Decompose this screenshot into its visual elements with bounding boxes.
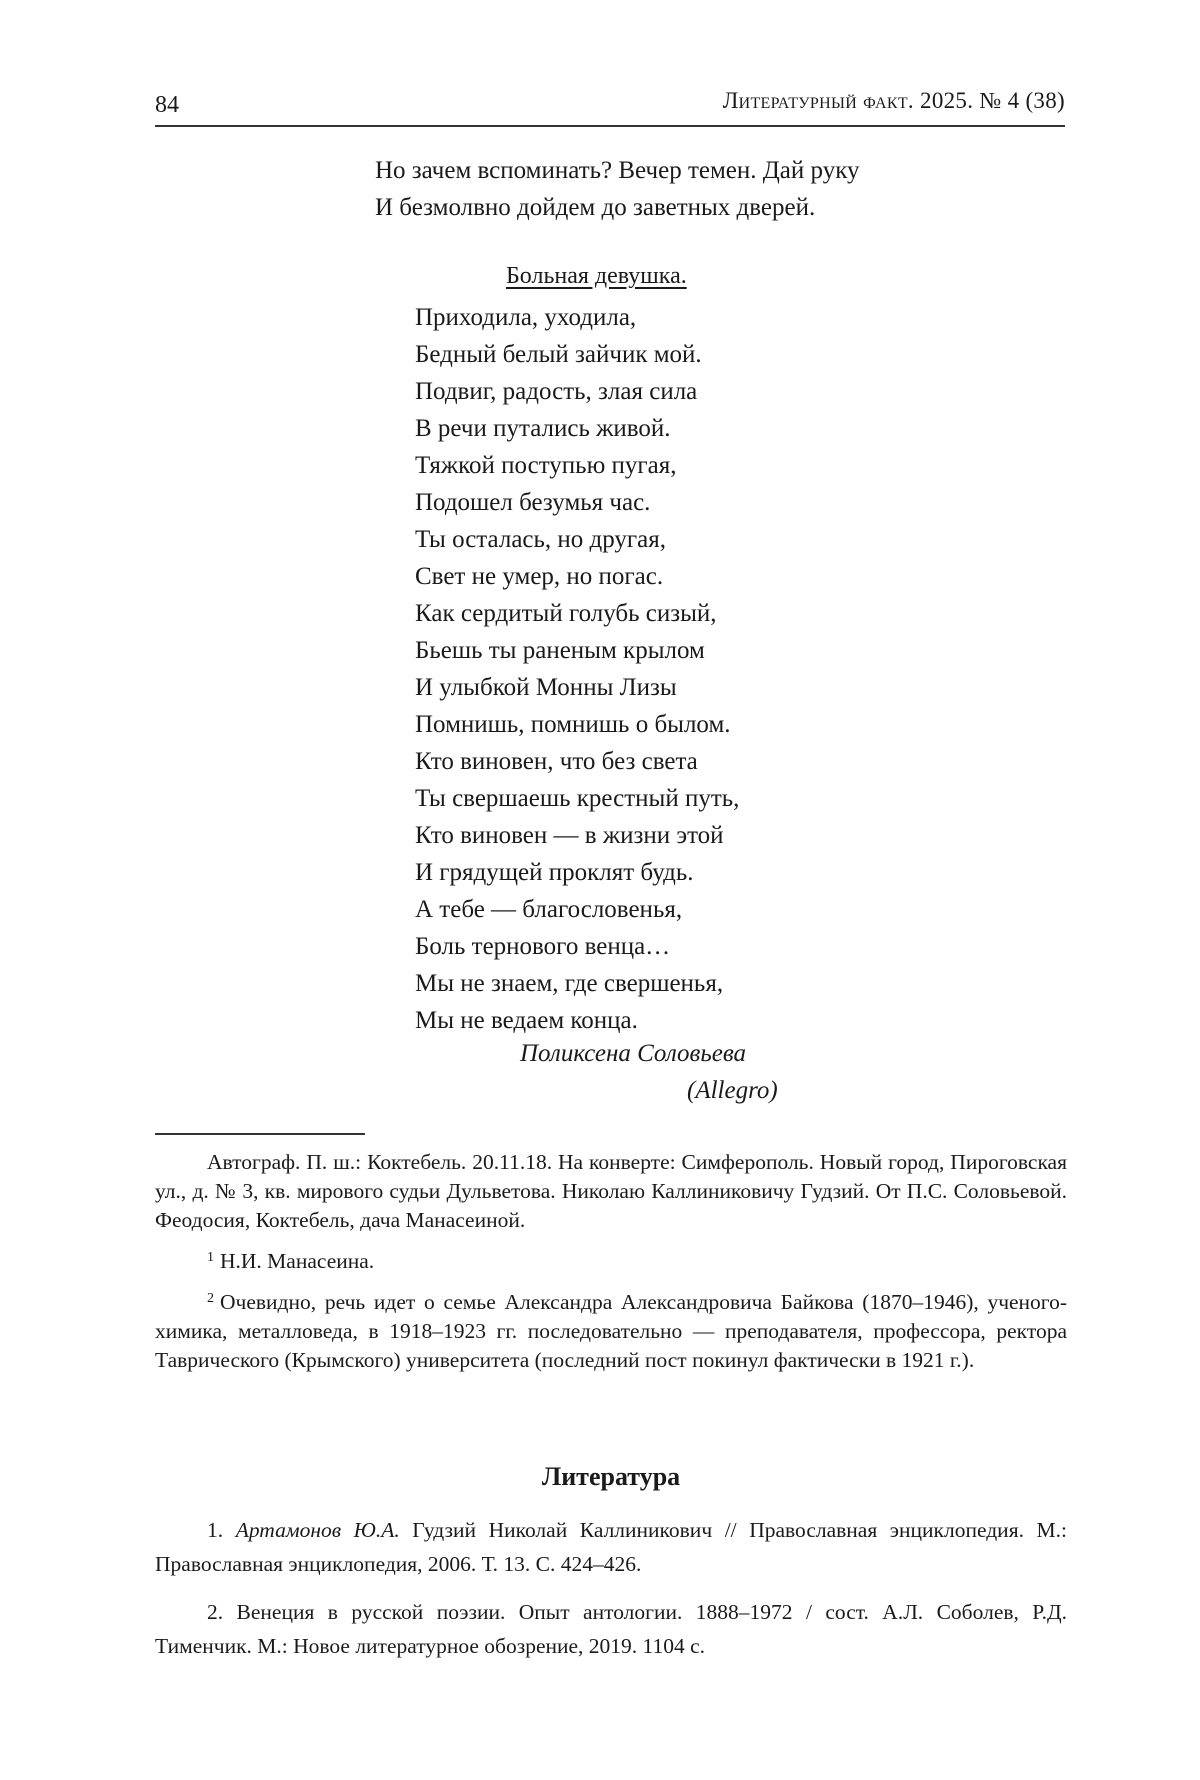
- literature-heading: Литература: [541, 1462, 681, 1491]
- poem-line: Мы не знаем, где свершенья,: [415, 970, 724, 997]
- verse-line: Но зачем вспоминать? Вечер темен. Дай руку: [375, 157, 860, 184]
- journal-title: Литературный факт. 2025. № 4 (38): [722, 88, 1065, 113]
- reference-author: Артамонов Ю.А.: [235, 1518, 400, 1542]
- poem-line: Ты свершаешь крестный путь,: [415, 785, 740, 812]
- poem-line: Ты осталась, но другая,: [415, 526, 667, 553]
- poem-line: Кто виновен — в жизни этой: [415, 822, 724, 849]
- page-header: [155, 86, 1065, 126]
- poem-line: Бьешь ты раненым крылом: [415, 637, 705, 664]
- verse-fragment: [375, 152, 860, 226]
- header-rule: [155, 125, 1065, 127]
- poem-line: Тяжкой поступью пугая,: [415, 452, 677, 479]
- poem-line: В речи путались живой.: [415, 415, 671, 442]
- reference-2: 2. Венеция в русской поэзии. Опыт антологии. 1888–1972 / сост. А.Л. Соболев, Р.Д. Тименчик. М.: Новое литературное обозрение, 2019. 1104 с.: [155, 1600, 1067, 1658]
- poem-line: А тебе — благословенья,: [415, 896, 683, 923]
- poem-signature: Поликсена Соловьева: [520, 1040, 747, 1067]
- poem-line: Бедный белый зайчик мой.: [415, 341, 702, 368]
- autograph-note: Автограф. П. ш.: Коктебель. 20.11.18. На конверте: Симферополь. Новый город, Пироговская ул., д. № 3, кв. мирового судьи Дульветова. Николаю Каллиниковичу Гудзий. От П.С. Соловьевой. Феодосия, Коктебель, дача Манасеиной.: [155, 1150, 1067, 1232]
- poem-line: Свет не умер, но погас.: [415, 563, 664, 590]
- footnote-1: [155, 1243, 1067, 1276]
- poem-line: Кто виновен, что без света: [415, 748, 698, 775]
- reference-number: 1.: [207, 1518, 224, 1542]
- references: [155, 1513, 1067, 1677]
- footnote-2: [155, 1284, 1067, 1375]
- footnote-text: Очевидно, речь идет о семье Александра Александровича Байкова (1870–1946), ученого-химика, металловеда, в 1918–1923 гг. последовательно — преподавателя, профессора, ректора Таврического (Крымского) университета (последний пост покинул фактически в 1921 г.).: [155, 1290, 1067, 1372]
- reference-text: Гудзий Николай Каллиникович // Православная энциклопедия. М.: Православная энциклопедия, 2006. Т. 13. С. 424–426.: [155, 1518, 1067, 1576]
- page-number: 84: [155, 92, 179, 118]
- poem-line: Приходила, уходила,: [415, 304, 637, 331]
- footnotes: [155, 1148, 1067, 1383]
- footnote-marker: 1: [207, 1250, 214, 1265]
- footnote-rule: [155, 1133, 365, 1135]
- footnote-marker: 2: [207, 1291, 214, 1306]
- verse-line: И безмолвно дойдем до заветных дверей.: [375, 194, 816, 221]
- poem-body: [415, 299, 739, 1039]
- poem-line: И грядущей проклят будь.: [415, 859, 694, 886]
- poem-line: Боль тернового венца…: [415, 933, 671, 960]
- poem-line: Подошел безумья час.: [415, 489, 651, 516]
- reference-1: [155, 1513, 1067, 1581]
- poem-line: Подвиг, радость, злая сила: [415, 378, 698, 405]
- footnote-text: Н.И. Манасеина.: [220, 1249, 375, 1273]
- poem-line: Мы не ведаем конца.: [415, 1007, 638, 1034]
- poem-line: И улыбкой Монны Лизы: [415, 674, 677, 701]
- poem-line: Как сердитый голубь сизый,: [415, 600, 717, 627]
- poem-pseudonym: (Allegro): [687, 1077, 778, 1104]
- poem-title: Больная девушка.: [506, 263, 687, 289]
- poem-line: Помнишь, помнишь о былом.: [415, 711, 731, 738]
